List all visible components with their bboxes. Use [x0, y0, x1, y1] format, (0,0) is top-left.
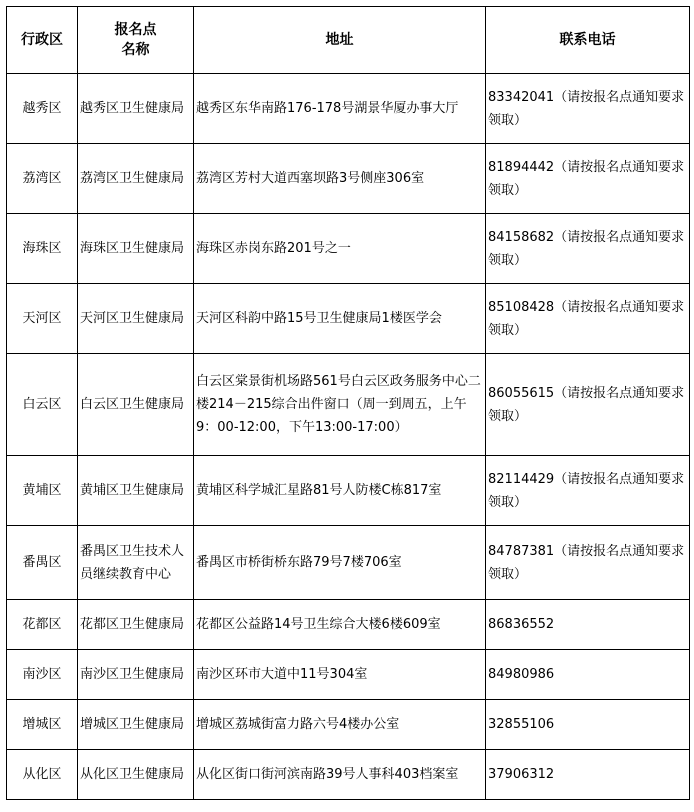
table-row	[7, 700, 690, 750]
address-cell: 南沙区环市大道中11号304室	[194, 650, 486, 700]
site-cell: 越秀区卫生健康局	[78, 74, 194, 144]
address-cell: 黄埔区科学城汇星路81号人防楼C栋817室	[194, 456, 486, 526]
phone-cell: 32855106	[486, 700, 690, 750]
site-cell: 海珠区卫生健康局	[78, 214, 194, 284]
table-row	[7, 284, 690, 354]
table-row	[7, 600, 690, 650]
site-cell: 番禺区卫生技术人员继续教育中心	[78, 526, 194, 600]
header-address: 地址	[194, 7, 486, 74]
header-site-name	[78, 7, 194, 74]
phone-cell: 84980986	[486, 650, 690, 700]
district-cell: 天河区	[7, 284, 78, 354]
site-cell: 白云区卫生健康局	[78, 354, 194, 456]
phone-cell: 37906312	[486, 750, 690, 800]
address-cell: 从化区街口街河滨南路39号人事科403档案室	[194, 750, 486, 800]
phone-cell: 84787381（请按报名点通知要求领取）	[486, 526, 690, 600]
phone-cell: 85108428（请按报名点通知要求领取）	[486, 284, 690, 354]
district-cell: 花都区	[7, 600, 78, 650]
table-row	[7, 456, 690, 526]
site-cell: 黄埔区卫生健康局	[78, 456, 194, 526]
table-row	[7, 650, 690, 700]
district-cell: 增城区	[7, 700, 78, 750]
district-cell: 从化区	[7, 750, 78, 800]
district-cell: 南沙区	[7, 650, 78, 700]
table-row	[7, 74, 690, 144]
header-phone: 联系电话	[486, 7, 690, 74]
address-cell: 越秀区东华南路176-178号湖景华厦办事大厅	[194, 74, 486, 144]
address-cell: 增城区荔城街富力路六号4楼办公室	[194, 700, 486, 750]
address-cell: 番禺区市桥街桥东路79号7楼706室	[194, 526, 486, 600]
district-cell: 海珠区	[7, 214, 78, 284]
table-row	[7, 354, 690, 456]
site-cell: 从化区卫生健康局	[78, 750, 194, 800]
phone-cell: 82114429（请按报名点通知要求领取）	[486, 456, 690, 526]
site-cell: 南沙区卫生健康局	[78, 650, 194, 700]
phone-cell: 81894442（请按报名点通知要求领取）	[486, 144, 690, 214]
phone-cell: 83342041（请按报名点通知要求领取）	[486, 74, 690, 144]
address-cell: 白云区棠景街机场路561号白云区政务服务中心二楼214－215综合出件窗口（周一到周五，上午9：00-12:00，下午13:00-17:00）	[194, 354, 486, 456]
header-site-name-line2: 名称	[121, 42, 150, 58]
phone-cell: 84158682（请按报名点通知要求领取）	[486, 214, 690, 284]
header-row	[7, 7, 690, 74]
table-row	[7, 144, 690, 214]
table-row	[7, 526, 690, 600]
district-cell: 白云区	[7, 354, 78, 456]
district-cell: 越秀区	[7, 74, 78, 144]
district-cell: 黄埔区	[7, 456, 78, 526]
district-cell: 番禺区	[7, 526, 78, 600]
phone-cell: 86836552	[486, 600, 690, 650]
table-row	[7, 750, 690, 800]
site-cell: 增城区卫生健康局	[78, 700, 194, 750]
address-cell: 天河区科韵中路15号卫生健康局1楼医学会	[194, 284, 486, 354]
district-cell: 荔湾区	[7, 144, 78, 214]
site-cell: 花都区卫生健康局	[78, 600, 194, 650]
phone-cell: 86055615（请按报名点通知要求领取）	[486, 354, 690, 456]
site-cell: 天河区卫生健康局	[78, 284, 194, 354]
address-cell: 花都区公益路14号卫生综合大楼6楼609室	[194, 600, 486, 650]
address-cell: 荔湾区芳村大道西塞坝路3号侧座306室	[194, 144, 486, 214]
header-site-name-line1: 报名点	[114, 22, 157, 38]
header-district: 行政区	[7, 7, 78, 74]
site-cell: 荔湾区卫生健康局	[78, 144, 194, 214]
address-cell: 海珠区赤岗东路201号之一	[194, 214, 486, 284]
registration-sites-table	[6, 6, 690, 800]
table-row	[7, 214, 690, 284]
